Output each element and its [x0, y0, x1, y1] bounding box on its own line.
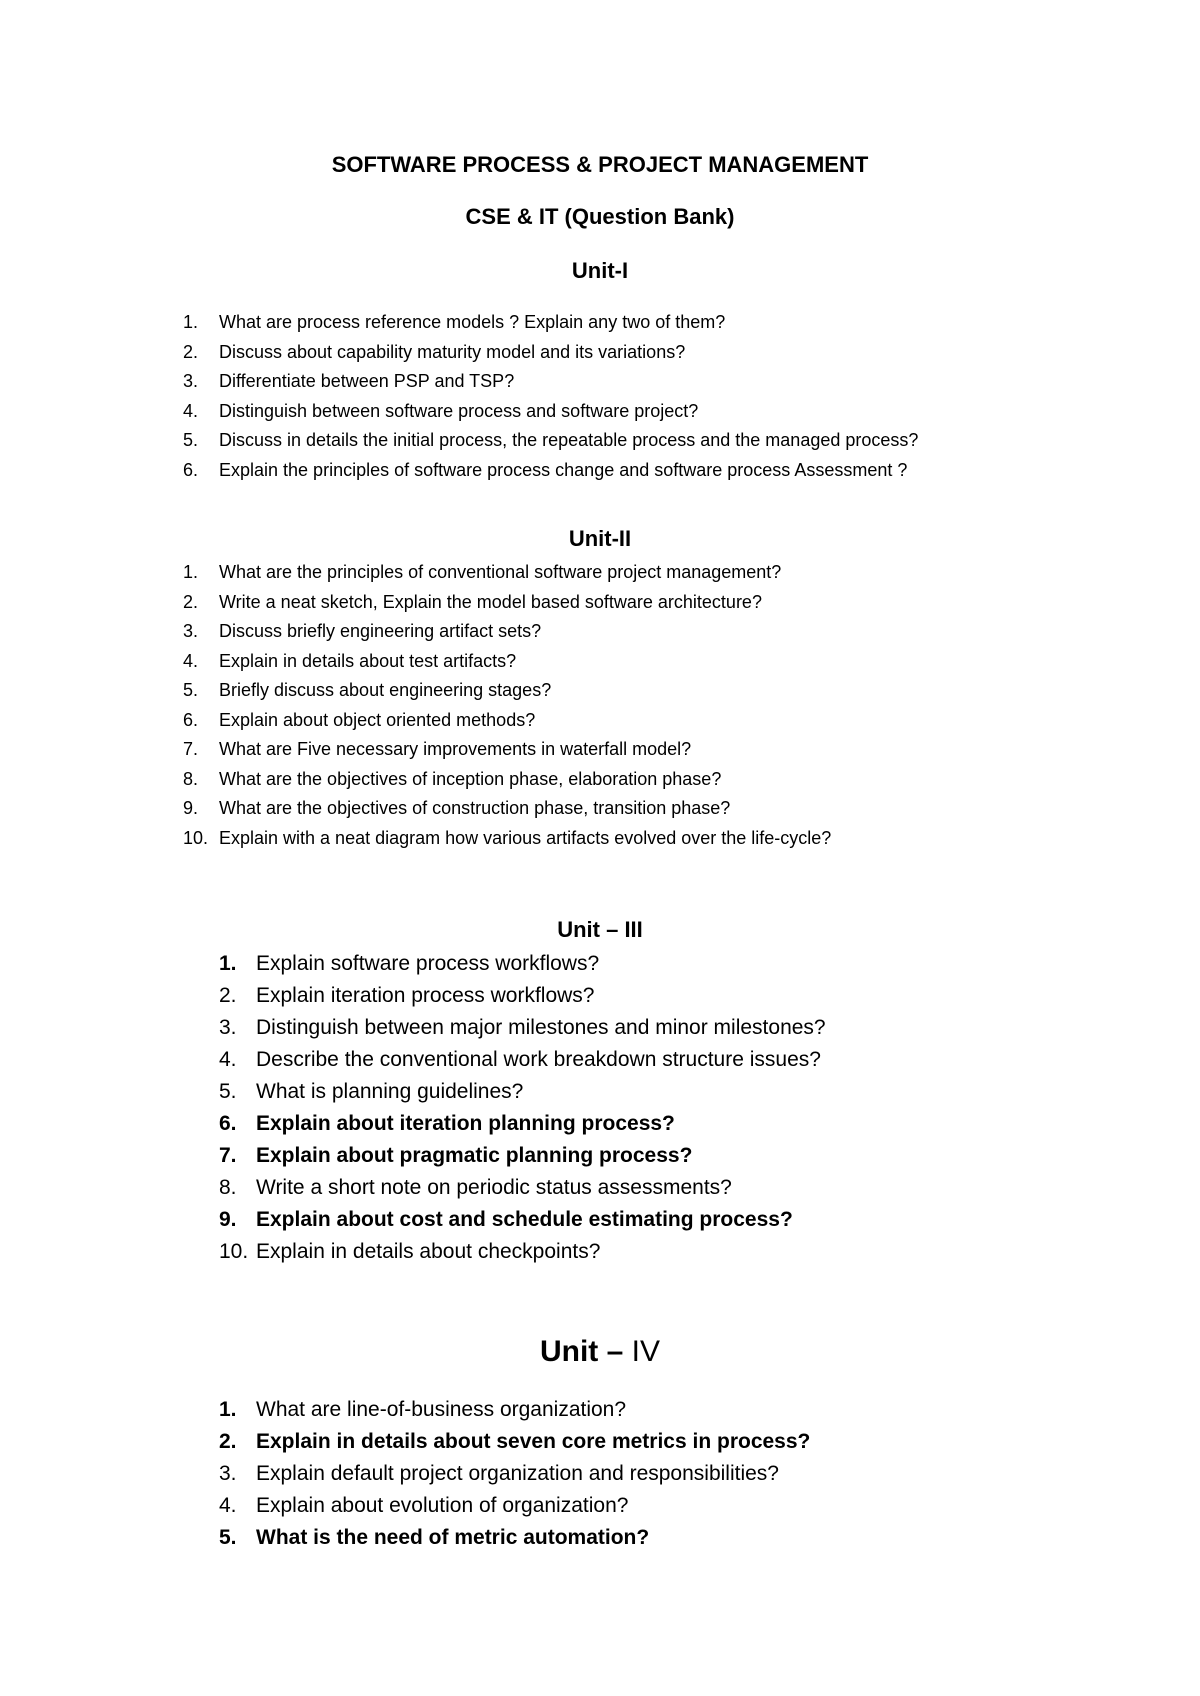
- unit-1-heading: Unit-I: [571, 258, 629, 283]
- list-item: [0, 948, 1200, 980]
- unit-4-heading: [0, 1335, 1200, 1369]
- list-item: [0, 397, 1200, 427]
- list-item: [0, 1490, 1200, 1522]
- question-text: Explain in details about test artifacts?: [219, 650, 517, 671]
- list-item: [0, 1044, 1200, 1076]
- list-item: [0, 1172, 1200, 1204]
- unit-3-heading: Unit – III: [557, 917, 643, 942]
- list-item: [0, 456, 1200, 486]
- unit-4-heading-numeral: IV: [631, 1335, 661, 1368]
- list-item: [0, 1394, 1200, 1426]
- list-item: [0, 1012, 1200, 1044]
- list-item: [0, 338, 1200, 368]
- list-item: [0, 1522, 1200, 1554]
- question-text: What are the objectives of inception phase, elaboration phase?: [219, 768, 722, 789]
- question-number: 6.: [183, 709, 199, 730]
- question-text: Explain default project organization and responsibilities?: [256, 1462, 779, 1485]
- question-number: 9.: [219, 1208, 237, 1231]
- question-number: 8.: [219, 1176, 237, 1199]
- question-text: Explain with a neat diagram how various artifacts evolved over the life-cycle?: [219, 827, 832, 848]
- question-number: 1.: [219, 1398, 237, 1421]
- unit-1-question-list: [0, 308, 1200, 485]
- list-item: [0, 735, 1200, 765]
- question-number: 5.: [183, 430, 199, 450]
- question-text: Describe the conventional work breakdown structure issues?: [256, 1048, 821, 1071]
- question-number: 2.: [183, 341, 199, 362]
- list-item: [0, 426, 1200, 456]
- unit-4-heading-prefix: Unit –: [539, 1335, 632, 1368]
- question-number: 1.: [183, 312, 199, 332]
- question-text: Explain in details about seven core metrics in process?: [256, 1430, 811, 1453]
- question-number: 4.: [219, 1494, 237, 1517]
- question-text: Explain in details about checkpoints?: [256, 1240, 601, 1263]
- question-number: 9.: [183, 798, 199, 818]
- question-number: 3.: [183, 621, 199, 641]
- question-text: Explain about cost and schedule estimating process?: [256, 1208, 793, 1231]
- list-item: [0, 617, 1200, 647]
- list-item: [0, 765, 1200, 795]
- question-text: Differentiate between PSP and TSP?: [219, 371, 515, 391]
- list-item: [0, 1076, 1200, 1108]
- question-number: 4.: [183, 400, 199, 421]
- list-item: [0, 1108, 1200, 1140]
- question-text: What are the principles of conventional software project management?: [219, 562, 782, 582]
- list-item: [0, 647, 1200, 677]
- question-text: What are Five necessary improvements in waterfall model?: [219, 739, 692, 759]
- question-text: Explain about pragmatic planning process?: [256, 1144, 693, 1167]
- question-number: 10.: [219, 1240, 249, 1263]
- question-number: 4.: [183, 650, 199, 671]
- list-item: [0, 676, 1200, 706]
- question-text: Explain about object oriented methods?: [219, 709, 536, 730]
- unit-3-question-list: [0, 948, 1200, 1268]
- question-number: 3.: [219, 1462, 237, 1485]
- question-number: 5.: [183, 680, 199, 700]
- question-text: What are process reference models ? Explain any two of them?: [219, 312, 726, 332]
- question-number: 5.: [219, 1080, 237, 1103]
- question-number: 5.: [219, 1526, 237, 1549]
- list-item: [0, 980, 1200, 1012]
- list-item: [0, 824, 1200, 854]
- document-subtitle: CSE & IT (Question Bank): [465, 204, 735, 229]
- question-text: What are line-of-business organization?: [256, 1398, 627, 1421]
- question-text: What is the need of metric automation?: [256, 1526, 650, 1549]
- list-item: [0, 706, 1200, 736]
- list-item: [0, 1236, 1200, 1268]
- unit-2-heading: Unit-II: [568, 526, 632, 551]
- question-number: 6.: [219, 1112, 237, 1135]
- question-number: 2.: [183, 591, 199, 612]
- question-number: 3.: [219, 1016, 237, 1039]
- question-number: 7.: [183, 739, 199, 759]
- question-text: Distinguish between major milestones and minor milestones?: [256, 1016, 826, 1039]
- unit-2-question-list: [0, 558, 1200, 853]
- unit-4-question-list: [0, 1394, 1200, 1554]
- list-item: [0, 1204, 1200, 1236]
- list-item: [0, 588, 1200, 618]
- question-number: 7.: [219, 1144, 237, 1167]
- question-number: 2.: [219, 1430, 237, 1453]
- question-text: Discuss about capability maturity model and its variations?: [219, 341, 686, 362]
- question-text: Explain software process workflows?: [256, 952, 600, 975]
- question-number: 2.: [219, 984, 237, 1007]
- list-item: [0, 1458, 1200, 1490]
- question-number: 3.: [183, 371, 199, 391]
- question-number: 8.: [183, 768, 199, 789]
- question-text: Distinguish between software process and software project?: [219, 400, 699, 421]
- question-number: 1.: [219, 952, 237, 975]
- list-item: [0, 1426, 1200, 1458]
- question-text: Write a short note on periodic status assessments?: [256, 1176, 732, 1199]
- question-text: Discuss briefly engineering artifact sets?: [219, 621, 542, 641]
- question-number: 4.: [219, 1048, 237, 1071]
- question-text: Explain about evolution of organization?: [256, 1494, 629, 1517]
- list-item: [0, 308, 1200, 338]
- list-item: [0, 794, 1200, 824]
- question-text: Explain iteration process workflows?: [256, 984, 595, 1007]
- list-item: [0, 1140, 1200, 1172]
- question-text: What are the objectives of construction phase, transition phase?: [219, 798, 731, 818]
- question-number: 6.: [183, 459, 199, 480]
- list-item: [0, 558, 1200, 588]
- question-text: Write a neat sketch, Explain the model based software architecture?: [219, 591, 762, 612]
- question-text: Briefly discuss about engineering stages?: [219, 680, 552, 700]
- question-text: Explain about iteration planning process?: [256, 1112, 675, 1135]
- question-number: 10.: [183, 827, 209, 848]
- document-title: SOFTWARE PROCESS & PROJECT MANAGEMENT: [331, 152, 869, 177]
- question-number: 1.: [183, 562, 199, 582]
- question-text: Explain the principles of software process change and software process Assessment ?: [219, 459, 908, 480]
- list-item: [0, 367, 1200, 397]
- question-text: What is planning guidelines?: [256, 1080, 524, 1103]
- question-text: Discuss in details the initial process, the repeatable process and the managed process?: [219, 430, 919, 450]
